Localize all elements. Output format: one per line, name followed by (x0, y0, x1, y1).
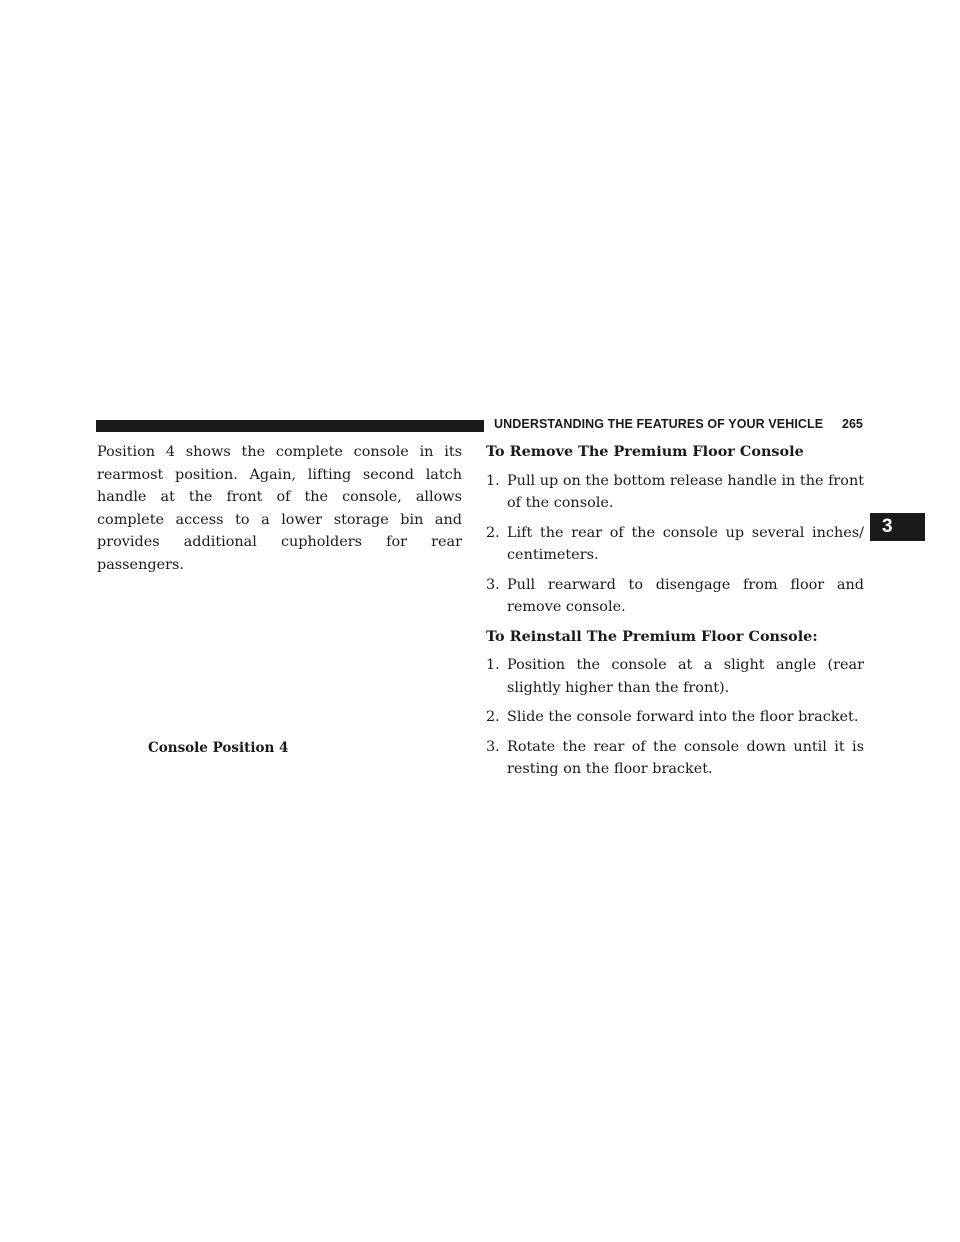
step-number: 2. (486, 709, 500, 725)
figure-caption: Console Position 4 (148, 740, 289, 756)
list-item (486, 470, 864, 515)
step-number: 2. (486, 524, 500, 541)
step-text: Slide the console forward into the floor bracket. (507, 709, 859, 725)
list-item (486, 736, 864, 781)
step-text: Lift the rear of the console up several inches/ centimeters. (507, 524, 864, 563)
remove-steps (486, 470, 864, 619)
step-number: 1. (486, 472, 500, 489)
step-number: 3. (486, 576, 500, 593)
right-column (486, 441, 864, 788)
step-text: Pull up on the bottom release handle in the front of the console. (507, 472, 864, 511)
header-rule (96, 420, 484, 432)
list-item (486, 706, 864, 729)
remove-heading: To Remove The Premium Floor Console (486, 443, 804, 460)
list-item (486, 574, 864, 619)
step-number: 3. (486, 738, 500, 755)
chapter-tab: 3 (870, 513, 925, 541)
step-number: 1. (486, 657, 500, 673)
list-item (486, 654, 864, 699)
list-item (486, 522, 864, 567)
step-text: Position the console at a slight angle (rear slightly higher than the front). (507, 657, 864, 696)
step-text: Pull rearward to disengage from floor and remove console. (507, 576, 864, 615)
body-paragraph: Position 4 shows the complete console in its rearmost position. Again, lifting second latch handle at the front of the console, allows complete access to a lower storage bin and provides additional cupholders for rear passengers. (97, 444, 462, 573)
section-title: UNDERSTANDING THE FEATURES OF YOUR VEHICLE (494, 417, 824, 431)
page-number: 265 (842, 417, 863, 431)
left-column (97, 441, 462, 576)
reinstall-steps (486, 654, 864, 781)
step-text: Rotate the rear of the console down until it is resting on the floor bracket. (507, 738, 864, 777)
reinstall-heading: To Reinstall The Premium Floor Console: (486, 627, 818, 645)
